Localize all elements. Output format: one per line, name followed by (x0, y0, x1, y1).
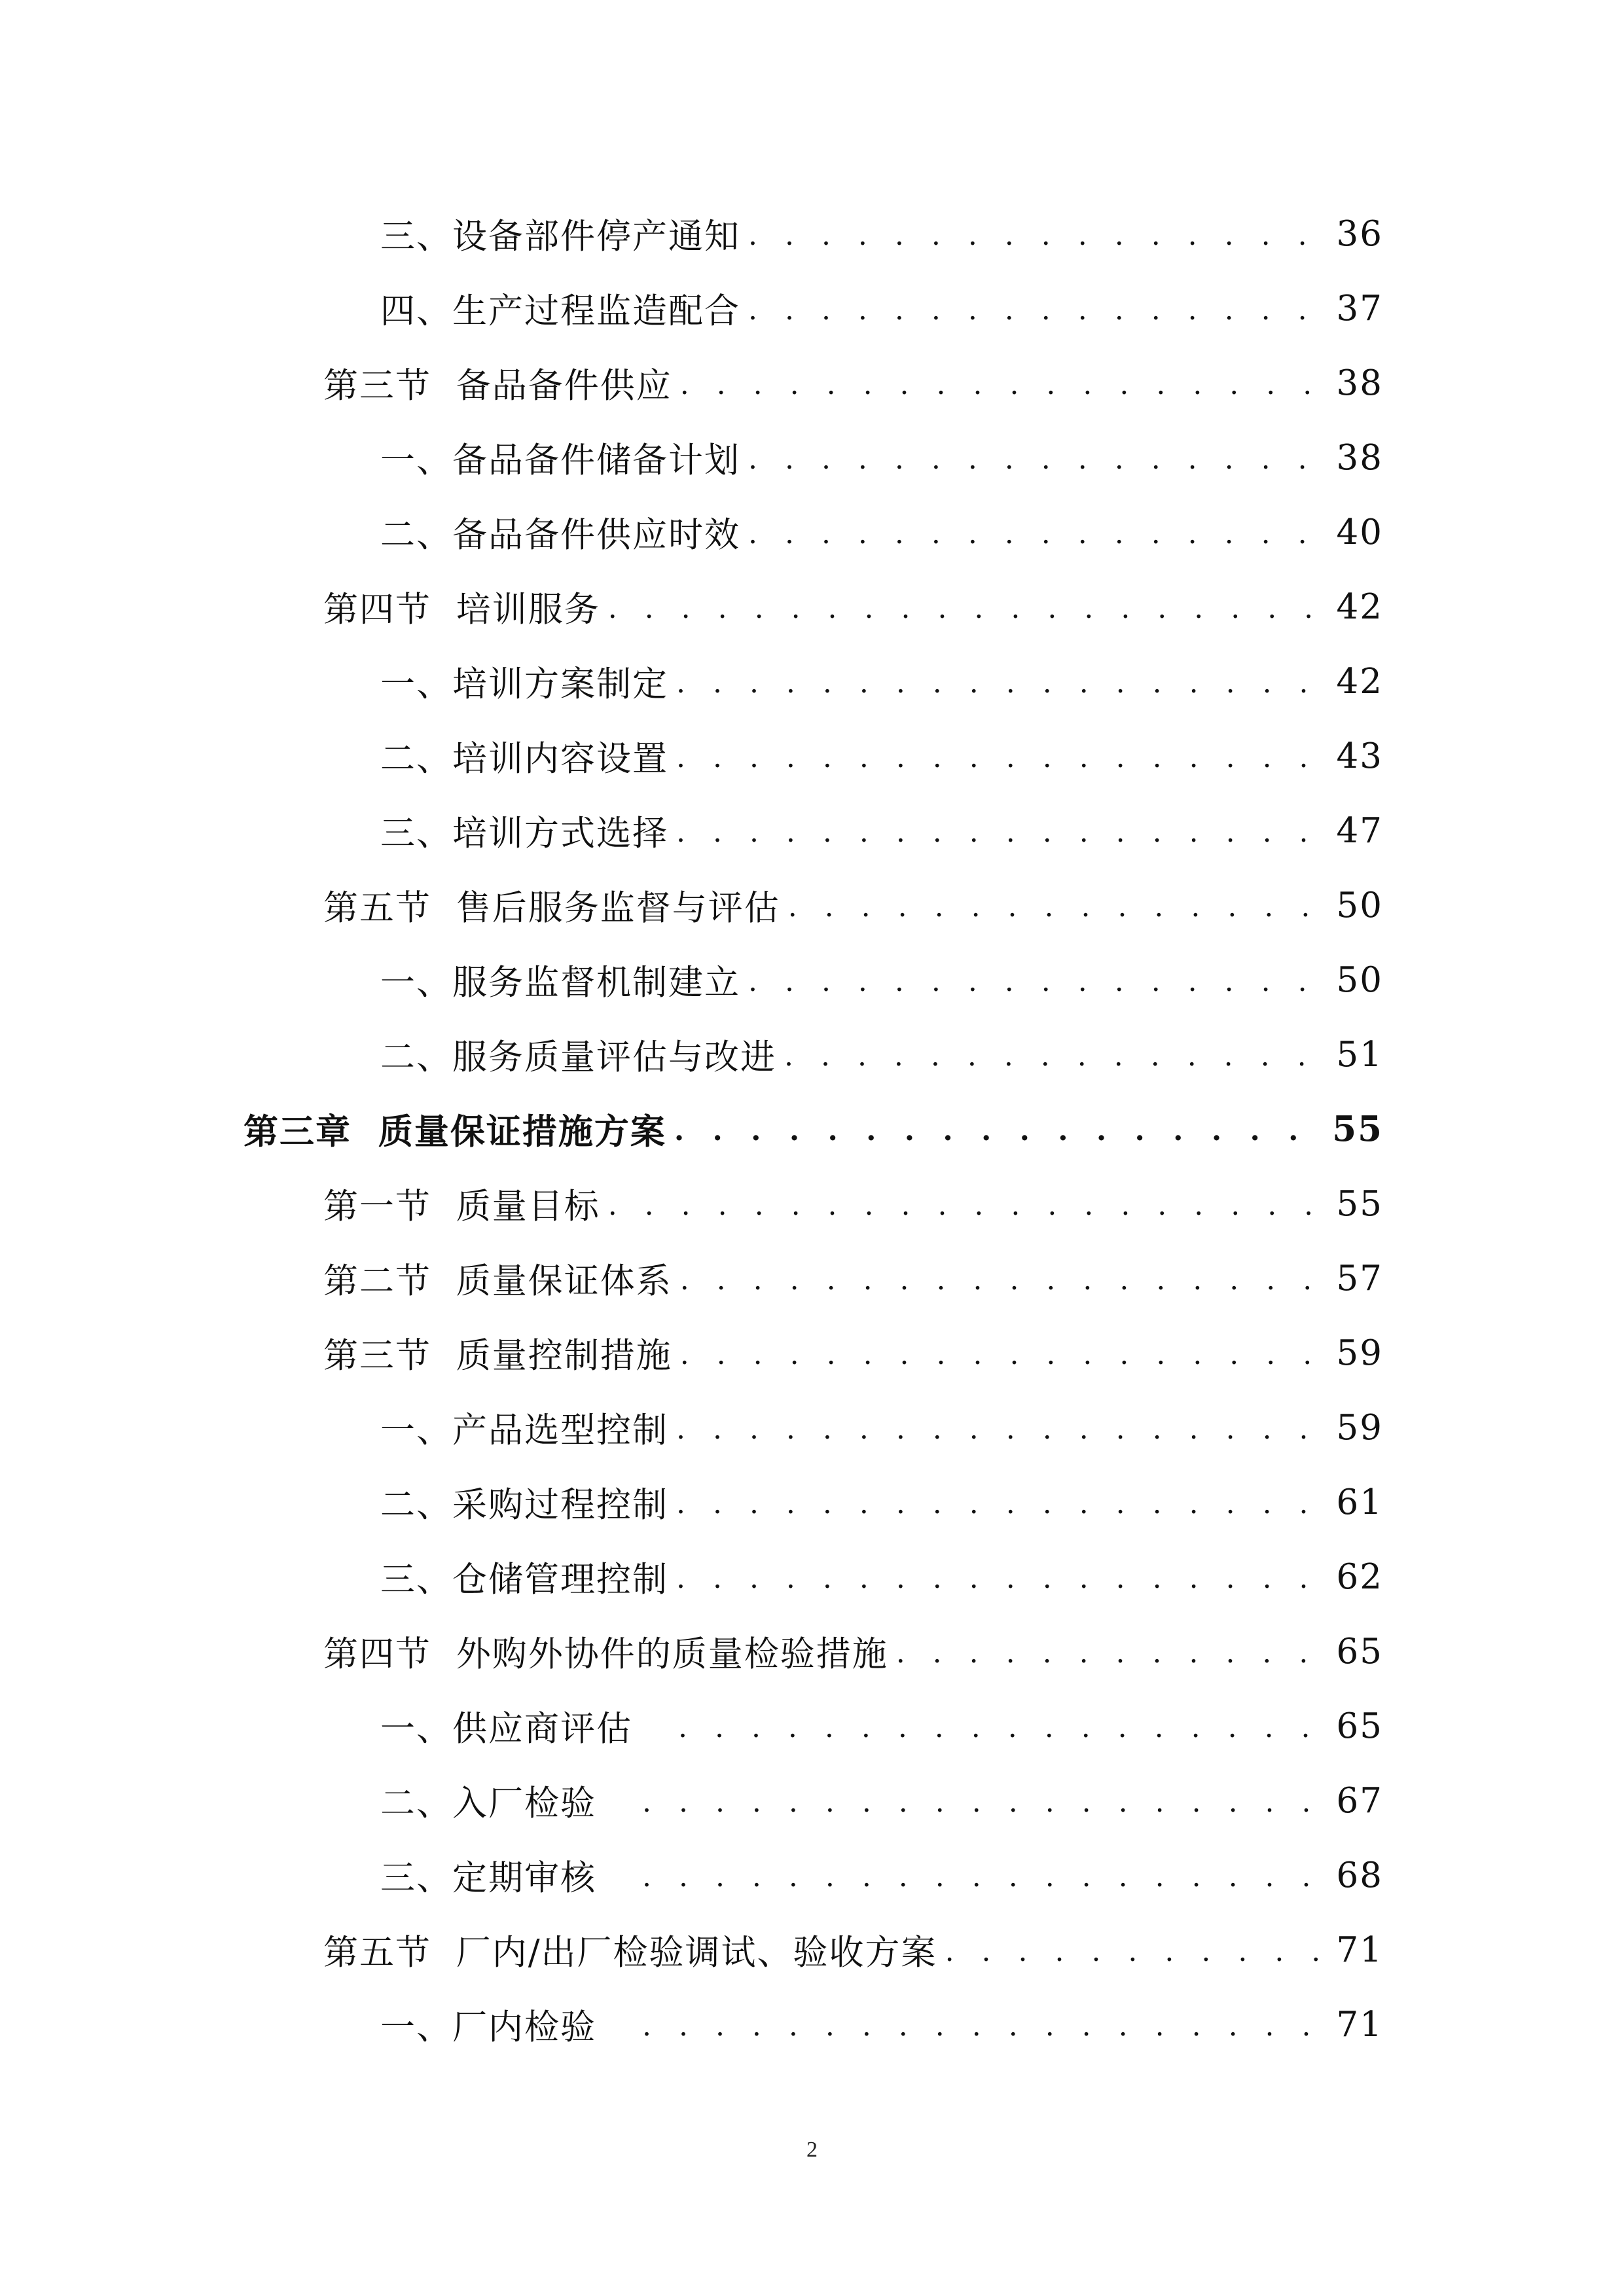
toc-entry-title: 一、培训方案制定 (380, 664, 668, 704)
toc-entry-title: 二、入厂检验 (380, 1784, 596, 1823)
toc-entry-title: 三、定期审核 (380, 1858, 596, 1898)
toc-leader-dots (608, 594, 1322, 644)
toc-leader-dots (680, 1266, 1322, 1316)
toc-entry-page-number: 38 (1336, 363, 1383, 403)
toc-entry-title: 第五节 售后服务监督与评估 (323, 888, 780, 928)
toc-entry-title: 第三章 质量保证措施方案 (244, 1111, 666, 1152)
toc-leader-dots (784, 1042, 1322, 1092)
toc-entry-page-number: 42 (1336, 586, 1383, 627)
toc-entry[interactable] (0, 1390, 1624, 1465)
toc-entry-page-number: 47 (1336, 810, 1383, 851)
toc-entry-title: 一、服务监督机制建立 (380, 963, 740, 1003)
toc-entry-title: 一、产品选型控制 (380, 1410, 668, 1450)
toc-entry-title: 第一节 质量目标 (323, 1187, 600, 1227)
toc-leader-dots (676, 818, 1322, 868)
toc-leader-dots (608, 1191, 1322, 1241)
toc-entry-title: 二、服务质量评估与改进 (380, 1037, 776, 1077)
toc-entry-title: 第五节 厂内/出厂检验调试、验收方案 (323, 1933, 937, 1973)
toc-entry[interactable] (0, 719, 1624, 793)
toc-entry[interactable] (0, 868, 1624, 942)
toc-entry-title: 第二节 质量保证体系 (323, 1261, 672, 1301)
toc-entry-page-number: 59 (1336, 1407, 1383, 1448)
toc-entry[interactable] (0, 1316, 1624, 1390)
toc-leader-dots (748, 445, 1322, 495)
toc-leader-dots (674, 1117, 1318, 1166)
toc-entry-title: 二、备品备件供应时效 (380, 515, 740, 555)
toc-entry-page-number: 55 (1336, 1183, 1383, 1224)
toc-entry-title: 二、采购过程控制 (380, 1485, 668, 1525)
toc-entry[interactable] (0, 1539, 1624, 1614)
toc-entry[interactable] (0, 1912, 1624, 1987)
toc-entry-title: 第四节 外购外协件的质量检验措施 (323, 1634, 888, 1674)
toc-entry-page-number: 42 (1336, 661, 1383, 702)
toc-entry-page-number: 71 (1336, 2004, 1383, 2045)
toc-entry-page-number: 50 (1336, 885, 1383, 925)
toc-entry-title: 第三节 备品备件供应 (323, 366, 672, 406)
toc-leader-dots (676, 1490, 1322, 1539)
toc-entry-title: 三、仓储管理控制 (380, 1560, 668, 1600)
toc-leader-dots (642, 1788, 1322, 1838)
toc-leader-dots (680, 1340, 1322, 1390)
toc-entry[interactable] (0, 346, 1624, 420)
toc-entry-title: 二、培训内容设置 (380, 739, 668, 779)
toc-leader-dots (642, 2012, 1322, 2062)
toc-entry-page-number: 67 (1336, 1780, 1383, 1821)
toc-entry-title: 第三节 质量控制措施 (323, 1336, 672, 1376)
toc-entry[interactable] (0, 1166, 1624, 1241)
toc-leader-dots (748, 520, 1322, 569)
toc-leader-dots (676, 744, 1322, 793)
toc-entry[interactable] (0, 569, 1624, 644)
toc-leader-dots (788, 893, 1322, 942)
toc-entry[interactable] (0, 495, 1624, 569)
toc-entry[interactable] (0, 1465, 1624, 1539)
toc-entry[interactable] (0, 1092, 1624, 1166)
toc-entry-page-number: 68 (1336, 1855, 1383, 1895)
toc-entry-page-number: 51 (1336, 1034, 1383, 1075)
toc-entry-title: 第四节 培训服务 (323, 590, 600, 630)
toc-entry-page-number: 62 (1336, 1556, 1383, 1597)
toc-entry[interactable] (0, 1017, 1624, 1092)
toc-entry-page-number: 55 (1332, 1109, 1383, 1149)
toc-entry[interactable] (0, 196, 1624, 271)
toc-entry-title: 四、生产过程监造配合 (380, 291, 740, 331)
toc-leader-dots (896, 1639, 1322, 1689)
toc-leader-dots (945, 1937, 1322, 1987)
toc-leader-dots (680, 370, 1322, 420)
toc-leader-dots (642, 1863, 1322, 1912)
toc-entry[interactable] (0, 1763, 1624, 1838)
toc-entry[interactable] (0, 644, 1624, 719)
toc-entry-title: 一、厂内检验 (380, 2007, 596, 2047)
toc-entry[interactable] (0, 1987, 1624, 2062)
toc-entry-page-number: 36 (1336, 213, 1383, 254)
toc-entry-page-number: 37 (1336, 288, 1383, 329)
toc-leader-dots (676, 1564, 1322, 1614)
toc-entry-page-number: 61 (1336, 1482, 1383, 1522)
toc-leader-dots (748, 221, 1322, 271)
toc-entry-page-number: 40 (1336, 512, 1383, 552)
toc-leader-dots (676, 1415, 1322, 1465)
toc-entry-page-number: 43 (1336, 736, 1383, 776)
toc-entry-title: 三、设备部件停产通知 (380, 217, 740, 257)
page-number: 2 (806, 2138, 818, 2162)
toc-entry-page-number: 65 (1336, 1631, 1383, 1672)
toc-entry-title: 一、备品备件储备计划 (380, 440, 740, 480)
toc-entry[interactable] (0, 420, 1624, 495)
toc-entry-page-number: 50 (1336, 960, 1383, 1000)
toc-entry[interactable] (0, 271, 1624, 346)
toc-entry-page-number: 57 (1336, 1258, 1383, 1299)
toc-leader-dots (676, 669, 1322, 719)
toc-entry[interactable] (0, 1838, 1624, 1912)
toc-entry-title: 一、供应商评估 (380, 1709, 632, 1749)
toc-entry-title: 三、培训方式选择 (380, 814, 668, 853)
toc-entry[interactable] (0, 1689, 1624, 1763)
toc-leader-dots (748, 296, 1322, 346)
toc-entry[interactable] (0, 942, 1624, 1017)
toc-entry[interactable] (0, 1614, 1624, 1689)
toc-entry[interactable] (0, 793, 1624, 868)
toc-leader-dots (748, 967, 1322, 1017)
toc-entry-page-number: 71 (1336, 1929, 1383, 1970)
toc-entry-page-number: 38 (1336, 437, 1383, 478)
toc-entry-page-number: 59 (1336, 1333, 1383, 1373)
toc-leader-dots (678, 1713, 1322, 1763)
toc-entry-page-number: 65 (1336, 1706, 1383, 1746)
toc-entry[interactable] (0, 1241, 1624, 1316)
